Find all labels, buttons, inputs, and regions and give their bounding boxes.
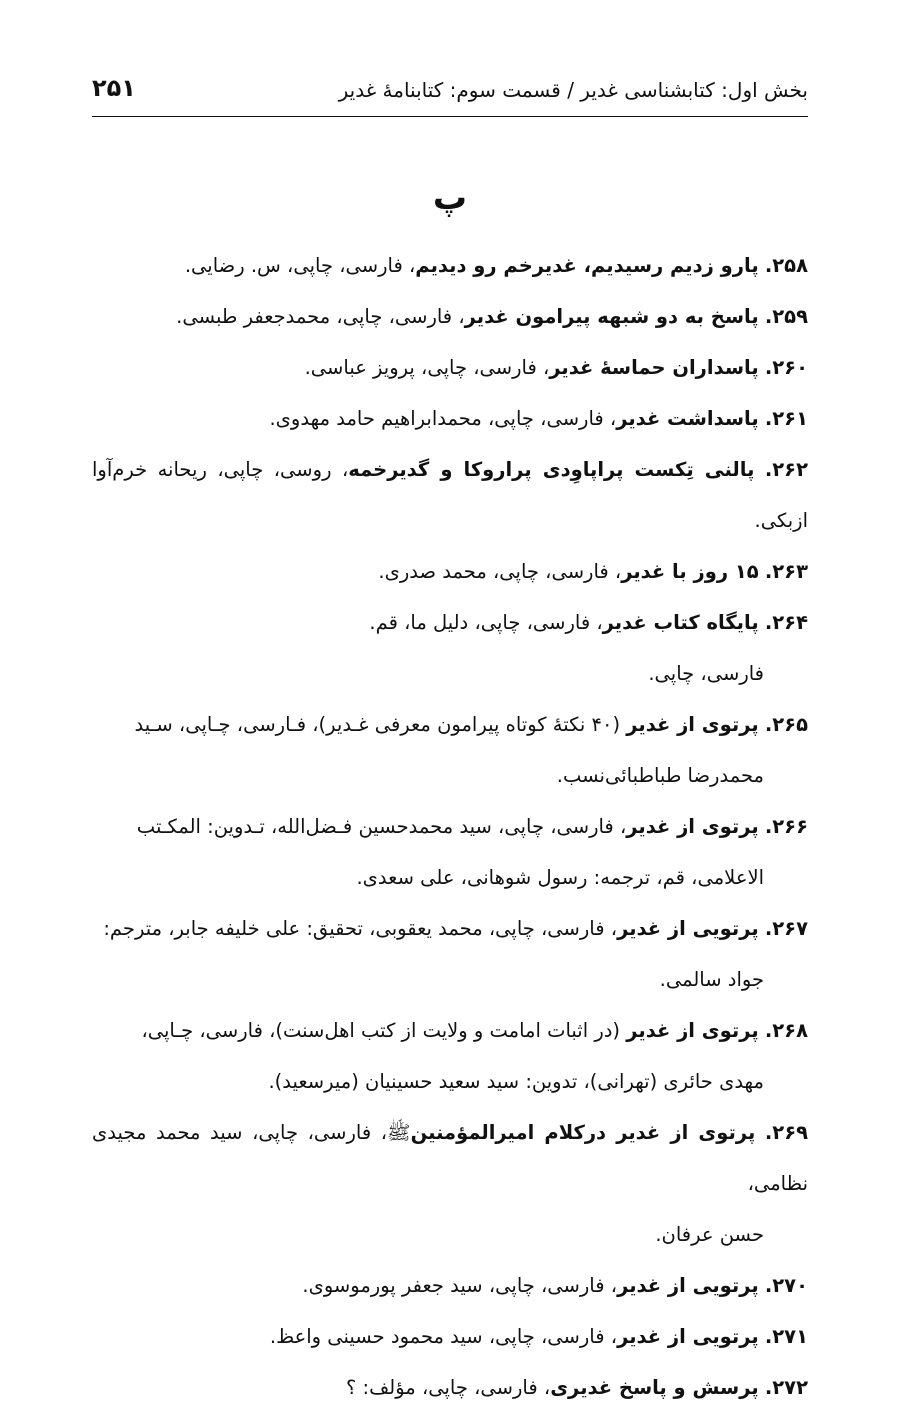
bibliography-entry: [92, 444, 808, 546]
entry-title: پرتوی از غدیر: [626, 815, 759, 838]
entry-number: ۲۶۴.: [764, 611, 808, 634]
entry-number: ۲۷۰.: [764, 1274, 808, 1297]
entry-details: (۴۰ نکتهٔ کوتاه پیرامون معرفی غـدیر)، فـارسی، چـاپی، سـید: [134, 713, 627, 736]
entry-details: ، فارسی، چاپی، محمد صدری.: [378, 560, 622, 583]
entry-details: (در اثبات امامت و ولایت از کتب اهل‌سنت)، فارسی، چـاپی،: [141, 1019, 627, 1042]
bibliography-entry: [92, 342, 808, 393]
entry-title: پرتویی از غدیر: [617, 1325, 759, 1348]
bibliography-entry: [92, 1260, 808, 1311]
entry-title: پاسداران حماسهٔ غدیر: [549, 356, 759, 379]
entry-details: ، روسی، چاپی، ریحانه خرم‌آوا ازبکی.: [92, 458, 808, 532]
entry-details: فارسی، چاپی.: [648, 662, 764, 685]
entry-number: ۲۶۰.: [764, 356, 808, 379]
entry-details: ، فارسی، چاپی، مؤلف: ؟: [345, 1376, 551, 1399]
bibliography-entry: [92, 546, 808, 597]
entry-continuation: جواد سالمی.: [659, 968, 764, 991]
bibliography-entry: [92, 393, 808, 444]
bibliography-entry: [92, 240, 808, 291]
entry-continuation: حسن عرفان.: [655, 1223, 764, 1246]
section-letter: پ: [432, 178, 468, 218]
entry-title: پرتوی از غدیر: [626, 1019, 759, 1042]
entry-details: ، فارسی، چاپی، پرویز عباسی.: [304, 356, 550, 379]
entry-title: ۱۵ روز با غدیر: [621, 560, 759, 583]
entry-number: ۲۶۹.: [764, 1121, 809, 1144]
bibliography-entry: [92, 648, 808, 699]
bibliography-entry: [92, 1107, 808, 1260]
bibliography-entry: [92, 1311, 808, 1362]
bibliography-entry: [92, 699, 808, 801]
entry-title: پایگاه کتاب غدیر: [602, 611, 759, 634]
entry-details: ، فارسی، چاپی، دلیل ما، قم.: [369, 611, 603, 634]
entry-continuation: مهدی حائری (تهرانی)، تدوین: سید سعید حسینیان (میرسعید).: [268, 1070, 764, 1093]
entry-number: ۲۶۸.: [764, 1019, 808, 1042]
entry-title: پرسش و پاسخ غدیری: [550, 1376, 759, 1399]
bibliography-entry: [92, 597, 808, 648]
entry-title: پارو زدیم رسیدیم، غدیرخم رو دیدیم: [415, 254, 759, 277]
entry-details: ، فارسی، چاپی، محمد یعقوبی، تحقیق: علی خلیفه جابر، مترجم:: [103, 917, 618, 940]
bibliography-entry: [92, 291, 808, 342]
bibliography-entry: [92, 1005, 808, 1107]
header-title: بخش اول: کتابشناسی غدیر / قسمت سوم: کتابنامهٔ غدیر: [338, 78, 808, 102]
entry-details: ﷺ، فارسی، چاپی، سید محمد مجیدی نظامی،: [92, 1121, 808, 1195]
entry-details: ، فارسی، چاپی، سید محمدحسین فـضل‌الله، تـدوین: المکـتب: [136, 815, 627, 838]
bibliography-entry: [92, 1362, 808, 1413]
running-header: [92, 66, 808, 117]
entry-number: ۲۶۱.: [764, 407, 808, 430]
bibliography-entry: [92, 903, 808, 1005]
entry-title: پاسداشت غدیر: [616, 407, 759, 430]
entry-number: ۲۵۸.: [764, 254, 808, 277]
entry-number: ۲۶۲.: [764, 458, 808, 481]
entry-number: ۲۷۲.: [764, 1376, 808, 1399]
entry-number: ۲۶۶.: [764, 815, 808, 838]
entry-title: پالنی تِکست پراپاوِدی پراروکا و گدیرخمه: [348, 458, 755, 481]
entry-number: ۲۵۹.: [764, 305, 808, 328]
page-number: ۲۵۱: [92, 74, 136, 102]
entry-number: ۲۶۳.: [764, 560, 808, 583]
entry-title: پرتوی از غدیر: [626, 713, 759, 736]
bibliography-entry: [92, 801, 808, 903]
entry-title: پرتوی از غدیر درکلام امیرالمؤمنین: [410, 1121, 756, 1144]
entry-title: پرتویی از غدیر: [617, 917, 759, 940]
entry-details: ، فارسی، چاپی، محمدابراهیم حامد مهدوی.: [269, 407, 617, 430]
entry-details: ، فارسی، چاپی، محمدجعفر طبسی.: [176, 305, 465, 328]
entry-number: ۲۶۷.: [764, 917, 808, 940]
entry-details: ، فارسی، چاپی، سید محمود حسینی واعظ.: [269, 1325, 618, 1348]
entry-number: ۲۷۱.: [764, 1325, 808, 1348]
entry-number: ۲۶۵.: [764, 713, 808, 736]
entry-continuation: محمدرضا طباطبائی‌نسب.: [556, 764, 764, 787]
entry-title: پرتویی از غدیر: [617, 1274, 759, 1297]
entry-continuation: الاعلامی، قم، ترجمه: رسول شوهانی، علی سعدی.: [356, 866, 764, 889]
entry-details: ، فارسی، چاپی، سید جعفر پورموسوی.: [302, 1274, 618, 1297]
bibliography-list: [92, 240, 808, 1413]
entry-details: ، فارسی، چاپی، س. رضایی.: [184, 254, 416, 277]
entry-title: پاسخ به دو شبهه پیرامون غدیر: [464, 305, 759, 328]
